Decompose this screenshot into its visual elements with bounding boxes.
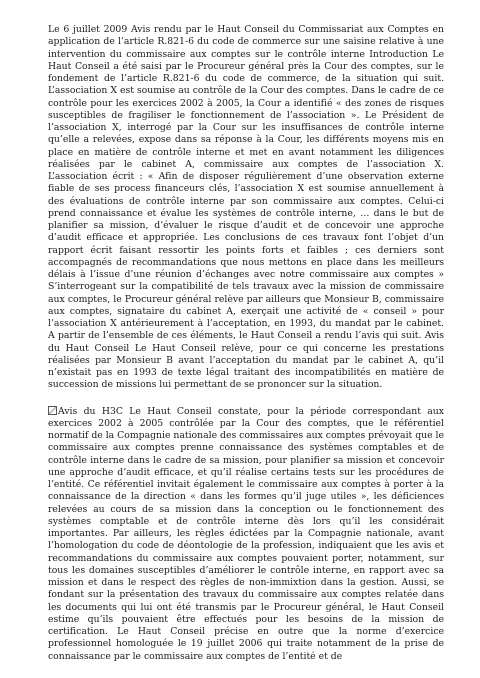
document-page — [48, 24, 444, 663]
paragraph-avis-h3c-text: Avis du H3C Le Haut Conseil constate, pour la période correspondant aux exercices 2002 à 2005 contrôlée par la Cour des comptes, que le référentiel normatif de la Compagnie nationale des commissaires aux comptes prévoyait que le commissaire aux comptes prenne connaissance des systèmes comptables et de contrôle interne dans le cadre de sa mission, pour planifier sa mission et concevoir une approche d’audit efficace, et qu’il réalise certains tests sur les procédures de l’entité. Ce référentiel invitait également le commissaire aux comptes à porter à la connaissance de la direction « dans les formes qu’il juge utiles », les déficiences relevées au cours de sa mission dans la conception ou le fonctionnement des systèmes comptable et de contrôle interne dès lors qu’il les considérait importantes. Par ailleurs, les règles édictées par la Compagnie nationale, avant l’homologation du code de déontologie de la profession, indiquaient que les avis et recommandations du commissaire aux comptes pouvaient porter, notamment, sur tous les domaines susceptibles d’améliorer le contrôle interne, en rapport avec sa mission et dans le respect des règles de non-immixtion dans la gestion. Aussi, se fondant sur la présentation des travaux du commissaire aux comptes relatée dans les documents qui lui ont été transmis par le Procureur général, le Haut Conseil estime qu’ils pouvaient être effectués pour les besoins de la mission de certification. Le Haut Conseil précise en outre que la norme d’exercice professionnel homologuée le 19 juillet 2006 qui traite notamment de la prise de connaissance par le commissaire aux comptes de l’entité et de — [48, 405, 444, 662]
paragraph-avis-h3c — [48, 406, 444, 663]
paragraph-introduction: Le 6 juillet 2009 Avis rendu par le Haut Conseil du Commissariat aux Comptes en application de l’article R.821-6 du code de commerce sur une saisine relative à une intervention du commissaire aux comptes sur le contrôle interne Introduction Le Haut Conseil a été saisi par le Procureur général près la Cour des comptes, sur le fondement de l’article R.821-6 du code de commerce, de la situation qui suit. L’association X est soumise au contrôle de la Cour des comptes. Dans le cadre de ce contrôle pour les exercices 2002 à 2005, la Cour a identifié « des zones de risques susceptibles de fragiliser le fonctionnement de l’association ». Le Président de l’association X, interrogé par la Cour sur les insuffisances de contrôle interne qu’elle a relevées, expose dans sa réponse à la Cour, les différents moyens mis en place en matière de contrôle interne et met en avant notamment les diligences réalisées par le cabinet A, commissaire aux comptes de l’association X. L’association écrit : « Afin de disposer régulièrement d’une observation externe fiable de ses process financeurs clés, l’association X est soumise annuellement à des évaluations de contrôle interne par son commissaire aux comptes. Celui-ci prend connaissance et évalue les systèmes de contrôle interne, … dans le but de planifier sa mission, d’évaluer le risque d’audit et de concevoir une approche d’audit efficace et appropriée. Les conclusions de ces travaux font l’objet d’un rapport écrit faisant ressortir les points forts et faibles ; ces derniers sont accompagnés de recommandations que nous mettons en place dans les meilleurs délais à l’issue d’une réunion d’échanges avec notre commissaire aux comptes » S’interrogeant sur la compatibilité de tels travaux avec la mission de commissaire aux comptes, le Procureur général relève par ailleurs que Monsieur B, commissaire aux comptes, signataire du cabinet A, exerçait une activité de « conseil » pour l’association X antérieurement à l’acceptation, en 1993, du mandat par le cabinet. A partir de l’ensemble de ces éléments, le Haut Conseil a rendu l’avis qui suit. Avis du Haut Conseil Le Haut Conseil relève, pour ce qui concerne les prestations réalisées par Monsieur B avant l’acceptation du mandat par le cabinet A, qu’il n’existait pas en 1993 de texte légal traitant des incompatibilités en matière de succession de missions lui permettant de se prononcer sur la situation. — [48, 24, 444, 391]
paragraph-gap — [48, 392, 444, 406]
note-icon — [48, 406, 57, 415]
